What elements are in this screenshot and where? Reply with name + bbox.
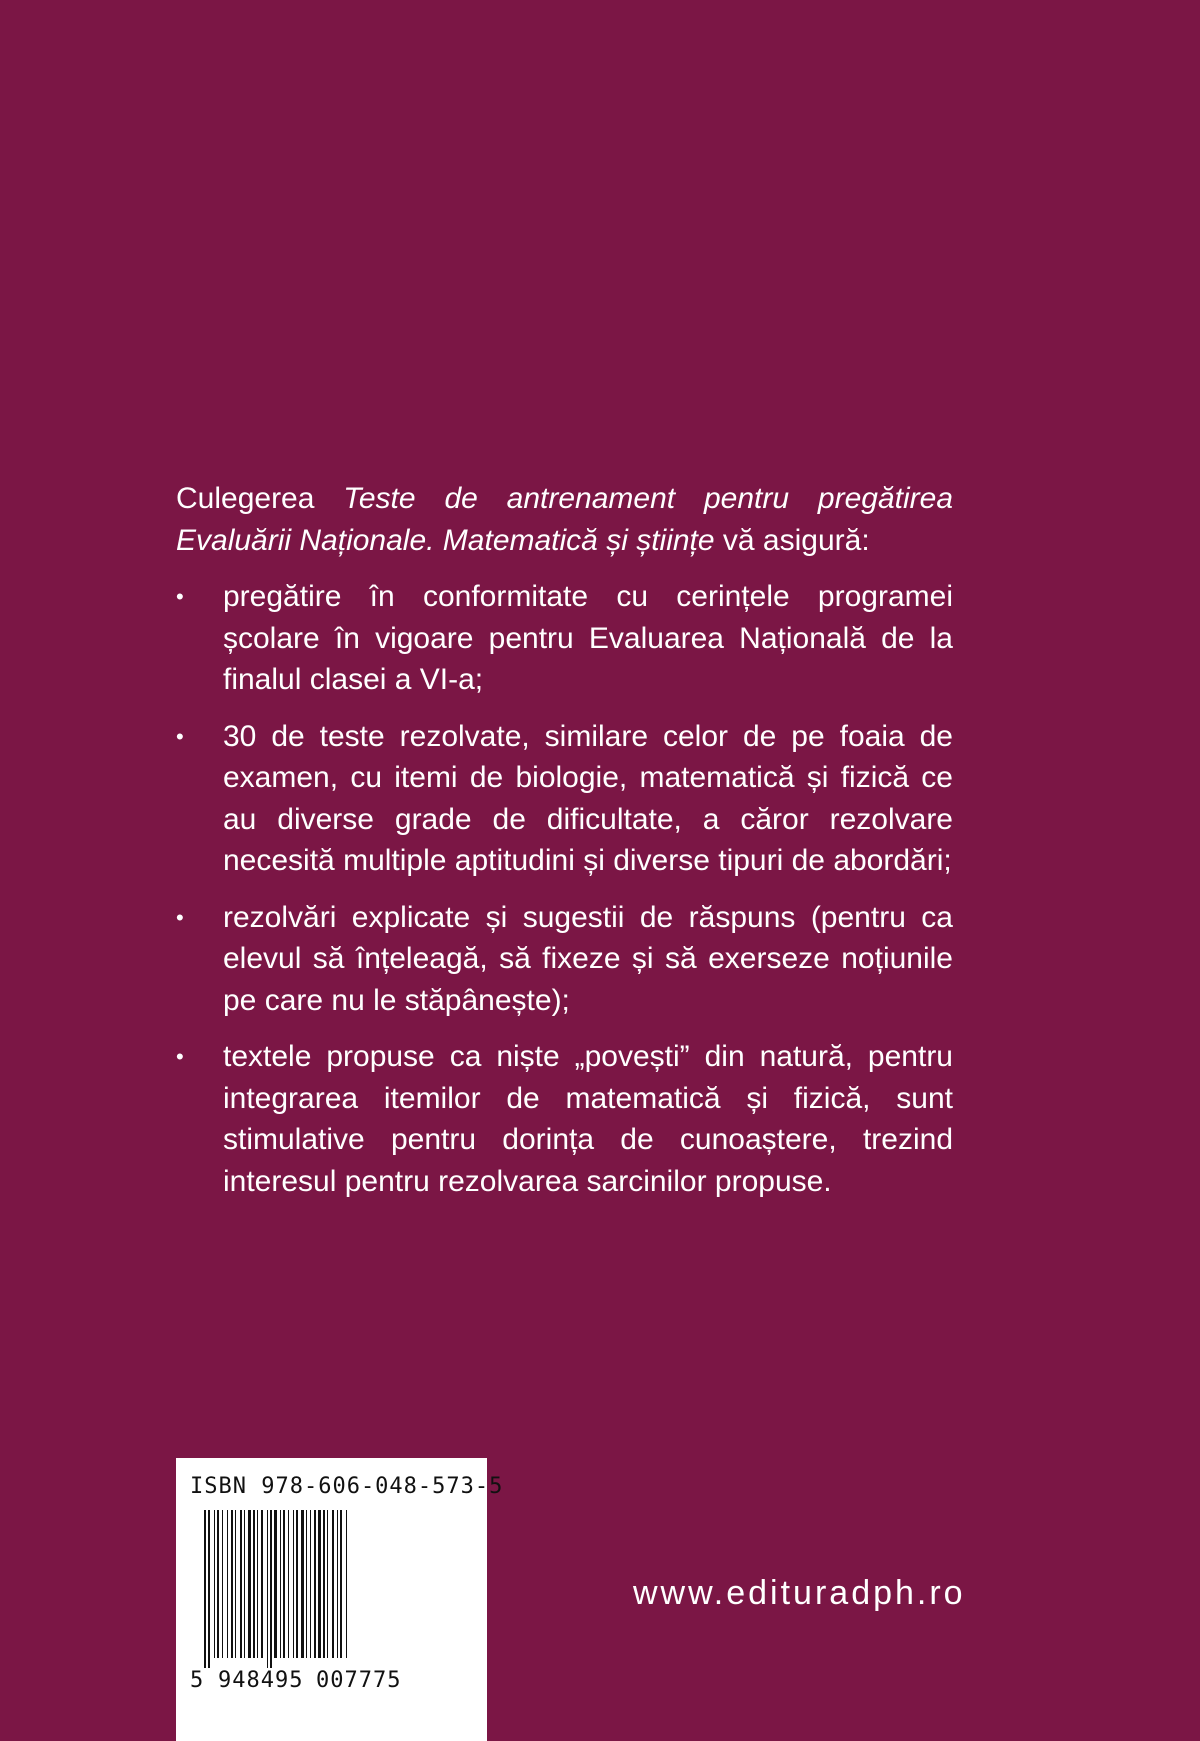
barcode-bar [217,1510,219,1658]
intro-paragraph [176,478,953,561]
barcode-bar [235,1510,236,1658]
feature-text: rezolvări explicate și sugestii de răspuns (pentru ca elevul să înțeleagă, să fixeze și să exerseze noțiunile pe care nu le stăpânește); [223,900,953,1017]
barcode-bar [214,1510,215,1658]
list-item [176,716,953,882]
barcode-bar [318,1510,321,1658]
barcode-bar [240,1510,242,1658]
list-item [176,897,953,1022]
barcode-bar [227,1510,228,1658]
barcode-bar [340,1510,342,1658]
book-title: Teste de antrenament pentru pregătirea Evaluării Naționale. Matematică și științe [176,482,953,557]
bullet-icon: • [176,904,184,930]
intro-tail: vă asigură: [714,523,870,557]
list-item [176,1036,953,1202]
publisher-website: www.edituradph.ro [633,1574,966,1612]
isbn-barcode [176,1458,504,1741]
intro-lead: Culegerea [176,482,344,515]
barcode-bar [204,1510,206,1668]
barcode-bar [332,1510,334,1658]
barcode-bar [327,1510,328,1658]
isbn-number: ISBN 978-606-048-573-5 [190,1474,504,1499]
barcode-digits-right: 007775 [316,1668,402,1693]
feature-text: pregătire în conformitate cu cerințele programei școlare în vigoare pentru Evaluarea Națională de la finalul clasei a VI-a; [223,580,953,696]
barcode-icon [190,1510,450,1700]
barcode-bar [337,1510,338,1658]
barcode-digits-left: 948495 [218,1668,304,1693]
barcode-bar [283,1510,285,1658]
barcode-bar [280,1510,281,1658]
feature-text: textele propuse ca niște „povești” din natură, pentru integrarea itemilor de matematică și fizică, sunt stimulative pentru dorința de cunoaștere, trezind interesul pentru rezolvarea sarcinilor propuse. [223,1040,953,1198]
barcode-bar [288,1510,289,1658]
barcode-bar [267,1510,268,1668]
description-block [176,478,953,1217]
barcode-bar [296,1510,298,1658]
barcode-bar [293,1510,294,1658]
feature-list [176,576,953,1202]
barcode-bar [310,1510,311,1658]
barcode-bar [244,1510,245,1658]
barcode-bar [314,1510,316,1658]
list-item [176,576,953,701]
barcode-bar [257,1510,258,1658]
barcode-bar [231,1510,233,1658]
barcode-digit-first: 5 [190,1668,204,1693]
barcode-bar [261,1510,263,1658]
barcode-bar [323,1510,325,1658]
barcode-bar [274,1510,277,1658]
barcode-bar [306,1510,307,1658]
barcode-bar [346,1510,347,1658]
bullet-icon: • [176,723,184,749]
barcode-bars [204,1510,347,1668]
barcode-bar [301,1510,304,1658]
bullet-icon: • [176,1044,184,1069]
feature-text: 30 de teste rezolvate, similare celor de pe foaia de examen, cu itemi de biologie, matematică și fizică ce au diverse grade de dificultate, a căror rezolvare necesită multiple aptitudini și diverse tipuri de abordări; [223,719,953,877]
barcode-bar [248,1510,251,1658]
barcode-bar [253,1510,255,1658]
barcode-bar [270,1510,272,1668]
barcode-bar [208,1510,210,1668]
bullet-icon: • [176,584,184,609]
barcode-bar [222,1510,223,1658]
